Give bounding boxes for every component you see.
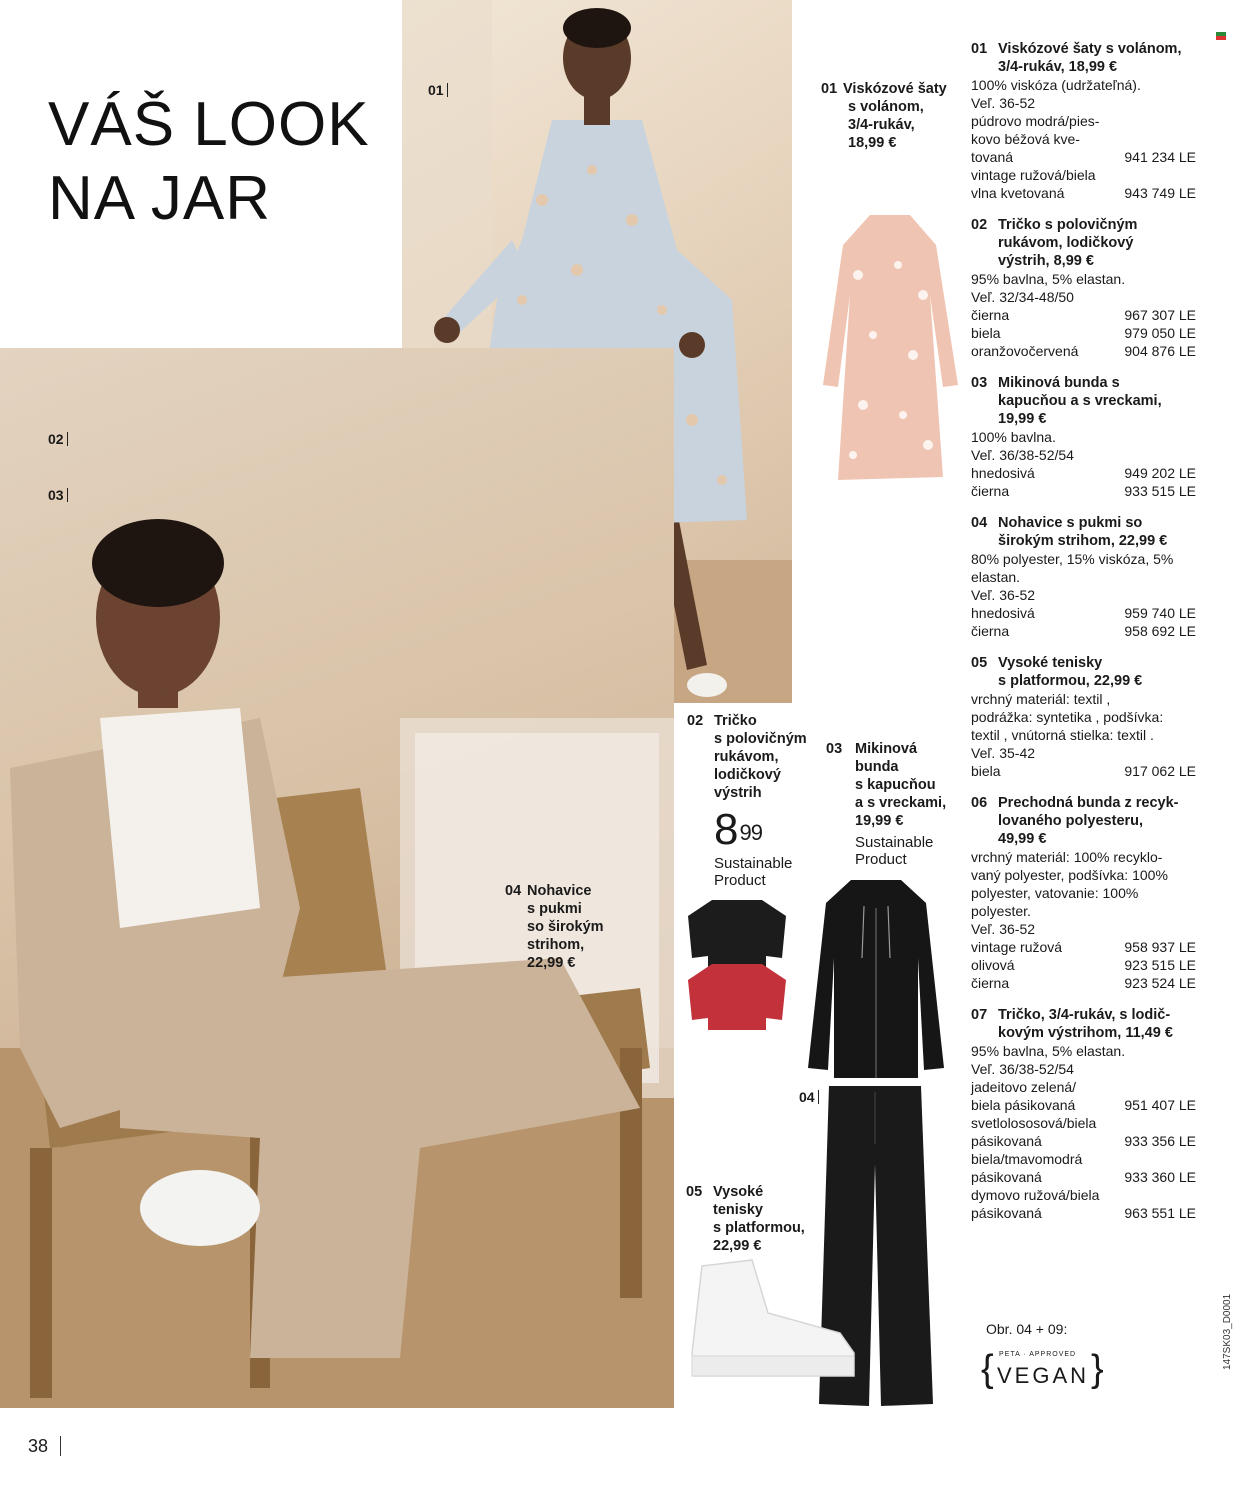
sustainable-label-03: [855, 834, 933, 868]
callout-02-tshirt: [687, 712, 807, 802]
variant-color: čierna: [971, 483, 1010, 499]
callout-03-num: 03: [826, 741, 843, 757]
callout-03-jacket: [826, 740, 946, 830]
photo-ref-01: [428, 82, 448, 98]
variant-color: vlna kvetovaná: [971, 185, 1065, 201]
product-title-line: 19,99 €: [998, 411, 1047, 427]
callout-02-line: výstrih: [714, 785, 762, 801]
callout-03-line: a s vreckami,: [855, 795, 947, 811]
variant-code: 979 050 LE: [1124, 325, 1196, 341]
product-detail: Veľ. 36-52: [971, 921, 1036, 937]
callout-03-line: Mikinová: [855, 741, 918, 757]
peta-approved-text: PETA · APPROVED: [999, 1351, 1077, 1358]
product-title: [971, 216, 1196, 270]
variant-code: 933 360 LE: [1124, 1169, 1196, 1185]
catalog-code: 147SK03_D0001: [1222, 1293, 1233, 1370]
callout-05-line: tenisky: [713, 1202, 763, 1218]
callout-02-line: rukávom,: [714, 749, 779, 765]
sustainable-line: Sustainable: [855, 834, 934, 851]
product-title-line: Vysoké tenisky: [998, 655, 1103, 671]
photo-ref-02-num: 02: [48, 431, 64, 447]
product-list: [971, 40, 1196, 1236]
product-title-line: s platformou, 22,99 €: [998, 673, 1143, 689]
product-detail: Veľ. 36-52: [971, 95, 1036, 111]
variant-color: čierna: [971, 307, 1010, 323]
variant-row: [971, 464, 1196, 482]
price-main: 8: [714, 805, 738, 854]
callout-05-price: 22,99 €: [713, 1238, 762, 1254]
callout-01-dress: [821, 80, 947, 152]
flag-icon: [1216, 32, 1226, 40]
product-detail: vrchný materiál: textil ,: [971, 691, 1111, 707]
product-detail: kovo béžová kve-: [971, 131, 1080, 147]
price-cents: 99: [739, 820, 762, 845]
product-title-line: rukávom, lodičkový: [998, 235, 1134, 251]
callout-04-line: so širokým: [527, 919, 604, 935]
variant-code: 923 524 LE: [1124, 975, 1196, 991]
product-title: [971, 374, 1196, 428]
product-block-05: [971, 654, 1196, 780]
product-detail: Veľ. 35-42: [971, 745, 1036, 761]
product-title: [971, 794, 1196, 848]
variant-row: [971, 184, 1196, 202]
product-title-line: kapucňou a s vreckami,: [998, 393, 1162, 409]
sustainable-line: Product: [855, 851, 907, 868]
product-title-line: širokým strihom, 22,99 €: [998, 533, 1168, 549]
product-block-01: [971, 40, 1196, 202]
variant-color: pásikovaná: [971, 1169, 1042, 1185]
product-title-line: Nohavice s pukmi so: [998, 515, 1143, 531]
product-detail: Veľ. 32/34-48/50: [971, 289, 1074, 305]
callout-04-num: 04: [505, 883, 522, 899]
product-detail: 95% bavlna, 5% elastan.: [971, 1043, 1126, 1059]
callout-02-line: Tričko: [714, 713, 757, 729]
product-number: 03: [971, 375, 988, 391]
product-title-line: Prechodná bunda z recyk-: [998, 795, 1179, 811]
callout-04-line: Nohavice: [527, 883, 592, 899]
variant-color: čierna: [971, 975, 1010, 991]
variant-code: 958 937 LE: [1124, 939, 1196, 955]
variant-color: oranžovočervená: [971, 343, 1079, 359]
variant-row: [971, 324, 1196, 342]
sustainable-line: Product: [714, 872, 766, 889]
variant-row: [971, 306, 1196, 324]
callout-05-line: Vysoké: [713, 1184, 764, 1200]
brace-right-icon: }: [1091, 1348, 1104, 1390]
product-title: [971, 1006, 1196, 1042]
variant-code: 933 515 LE: [1124, 483, 1196, 499]
product-detail: Veľ. 36-52: [971, 587, 1036, 603]
product-title: [971, 40, 1196, 76]
product-detail: púdrovo modrá/pies-: [971, 113, 1100, 129]
variant-row: [971, 1186, 1196, 1204]
product-detail: jadeitovo zelená/: [971, 1079, 1077, 1095]
variant-code: 958 692 LE: [1124, 623, 1196, 639]
product-block-03: [971, 374, 1196, 500]
variant-code: 963 551 LE: [1124, 1205, 1196, 1221]
photo-ref-03: [48, 487, 68, 503]
variant-code: 904 876 LE: [1124, 343, 1196, 359]
variant-row: [971, 974, 1196, 992]
product-title-line: lovaného polyesteru,: [998, 813, 1144, 829]
product-detail: 100% bavlna.: [971, 429, 1056, 445]
product-detail: 100% viskóza (udržateľná).: [971, 77, 1141, 93]
product-detail: Veľ. 36/38-52/54: [971, 1061, 1074, 1077]
variant-code: 951 407 LE: [1124, 1097, 1196, 1113]
product-number: 07: [971, 1007, 988, 1023]
product-detail: 80% polyester, 15% viskóza, 5%: [971, 551, 1174, 567]
callout-01-num: 01: [821, 81, 838, 97]
product-detail: podrážka: syntetika , podšívka:: [971, 709, 1164, 725]
variant-color: čierna: [971, 623, 1010, 639]
product-block-07: [971, 1006, 1196, 1222]
photo-ref-03-num: 03: [48, 487, 64, 503]
peta-vegan-badge: [981, 1348, 1104, 1391]
page-title: [48, 88, 370, 236]
callout-01-line: 3/4-rukáv,: [848, 117, 915, 133]
product-number: 06: [971, 795, 988, 811]
product-title-line: Mikinová bunda s: [998, 375, 1120, 391]
sneaker-image: [690, 1258, 858, 1383]
photo-chair-model: [0, 348, 674, 1408]
callout-05-line: s platformou,: [713, 1220, 805, 1236]
variant-row: [971, 1204, 1196, 1222]
product-block-02: [971, 216, 1196, 360]
product-title-line: Tričko, 3/4-rukáv, s lodič-: [998, 1007, 1171, 1023]
product-detail: polyester, vatovanie: 100%: [971, 885, 1139, 901]
product-number: 05: [971, 655, 988, 671]
variant-row: [971, 1132, 1196, 1150]
variant-color: dymovo ružová/biela: [971, 1187, 1100, 1203]
variant-code: 967 307 LE: [1124, 307, 1196, 323]
variant-code: 923 515 LE: [1124, 957, 1196, 973]
variant-code: 943 749 LE: [1124, 185, 1196, 201]
page-number: 38: [28, 1436, 49, 1456]
callout-04-line: s pukmi: [527, 901, 582, 917]
variant-color: tovaná: [971, 149, 1014, 165]
variant-row: [971, 1114, 1196, 1132]
variant-code: 959 740 LE: [1124, 605, 1196, 621]
callout-05-sneakers: [686, 1183, 805, 1255]
product-number: 01: [971, 41, 988, 57]
callout-02-num: 02: [687, 713, 704, 729]
chair-model-illustration: [0, 348, 674, 1408]
variant-color: biela: [971, 763, 1001, 779]
product-detail: 95% bavlna, 5% elastan.: [971, 271, 1126, 287]
variant-row: [971, 622, 1196, 640]
product-detail: polyester.: [971, 903, 1031, 919]
variant-row: [971, 148, 1196, 166]
callout-04-line: strihom,: [527, 937, 585, 953]
callout-04-pants: [505, 882, 604, 972]
callout-03-line: s kapucňou: [855, 777, 936, 793]
variant-color: vintage ružová: [971, 939, 1063, 955]
tshirts-image: [684, 898, 790, 1030]
sustainable-line: Sustainable: [714, 855, 793, 872]
callout-04-price: 22,99 €: [527, 955, 576, 971]
variant-color: biela/tmavomodrá: [971, 1151, 1083, 1167]
callout-01-price: 18,99 €: [848, 135, 897, 151]
variant-color: biela pásikovaná: [971, 1097, 1076, 1113]
variant-row: [971, 166, 1196, 184]
product-title: [971, 654, 1196, 690]
callout-02-line: s polovičným: [714, 731, 807, 747]
variant-color: hnedosivá: [971, 465, 1035, 481]
price-tag-02: [714, 805, 762, 854]
callout-03-price: 19,99 €: [855, 813, 904, 829]
callout-04-small-num: 04: [799, 1089, 815, 1105]
product-title-line: Viskózové šaty s volánom,: [998, 41, 1182, 57]
variant-row: [971, 604, 1196, 622]
variant-row: [971, 1150, 1196, 1168]
title-line-2: NA JAR: [48, 164, 272, 233]
callout-01-line: s volánom,: [848, 99, 924, 115]
vegan-note: Obr. 04 + 09:: [986, 1321, 1068, 1337]
vegan-text: VEGAN: [997, 1363, 1090, 1388]
variant-color: svetlolososová/biela: [971, 1115, 1097, 1131]
variant-code: 949 202 LE: [1124, 465, 1196, 481]
variant-color: vintage ružová/biela: [971, 167, 1096, 183]
callout-03-line: bunda: [855, 759, 899, 775]
pink-dress-image: [818, 205, 963, 485]
brace-left-icon: {: [981, 1348, 994, 1390]
product-detail: elastan.: [971, 569, 1021, 585]
variant-color: hnedosivá: [971, 605, 1035, 621]
product-title-line: 49,99 €: [998, 831, 1047, 847]
product-detail: vaný polyester, podšívka: 100%: [971, 867, 1168, 883]
title-line-1: VÁŠ LOOK: [48, 90, 370, 159]
variant-row: [971, 1168, 1196, 1186]
sustainable-label-02: [714, 855, 792, 889]
photo-ref-01-num: 01: [428, 82, 444, 98]
variant-row: [971, 938, 1196, 956]
product-title-line: Tričko s polovičným: [998, 217, 1138, 233]
variant-code: 941 234 LE: [1124, 149, 1196, 165]
product-detail: vrchný materiál: 100% recyklo-: [971, 849, 1163, 865]
product-block-06: [971, 794, 1196, 992]
product-number: 04: [971, 515, 988, 531]
variant-code: 933 356 LE: [1124, 1133, 1196, 1149]
callout-05-num: 05: [686, 1184, 703, 1200]
product-title-line: 3/4-rukáv, 18,99 €: [998, 59, 1118, 75]
product-title-line: kovým výstrihom, 11,49 €: [998, 1025, 1173, 1041]
product-title-line: výstrih, 8,99 €: [998, 253, 1094, 269]
variant-row: [971, 956, 1196, 974]
callout-02-line: lodičkový: [714, 767, 781, 783]
page-number-divider: [60, 1436, 61, 1456]
callout-01-line: Viskózové šaty: [843, 81, 947, 97]
variant-row: [971, 1096, 1196, 1114]
variant-color: biela: [971, 325, 1001, 341]
variant-color: pásikovaná: [971, 1133, 1042, 1149]
variant-color: olivová: [971, 957, 1015, 973]
hoodie-jacket-image: [806, 878, 946, 1083]
photo-ref-02: [48, 431, 68, 447]
variant-row: [971, 482, 1196, 500]
product-detail: Veľ. 36/38-52/54: [971, 447, 1074, 463]
variant-color: pásikovaná: [971, 1205, 1042, 1221]
variant-row: [971, 342, 1196, 360]
product-detail: textil , vnútorná stielka: textil .: [971, 727, 1154, 743]
product-title: [971, 514, 1196, 550]
variant-code: 917 062 LE: [1124, 763, 1196, 779]
variant-row: [971, 762, 1196, 780]
product-number: 02: [971, 217, 988, 233]
product-block-04: [971, 514, 1196, 640]
